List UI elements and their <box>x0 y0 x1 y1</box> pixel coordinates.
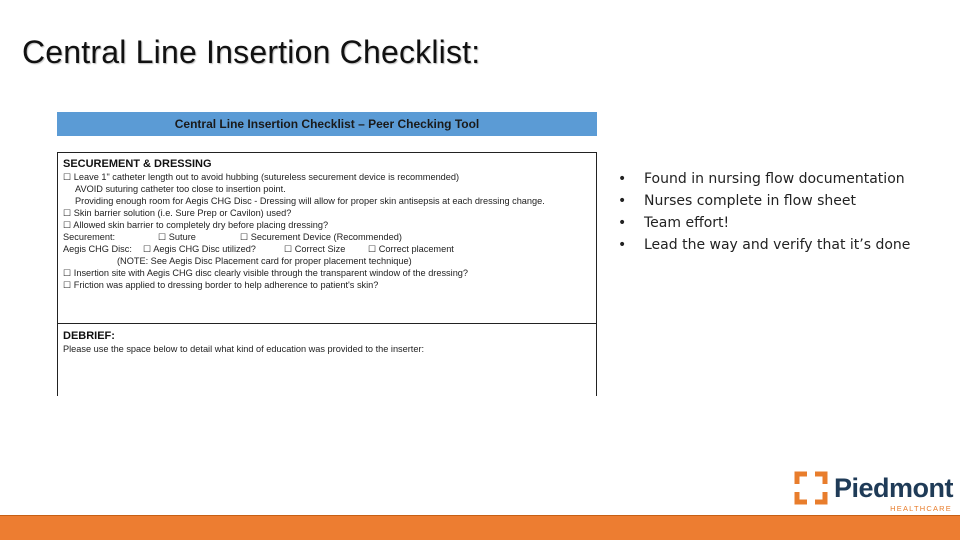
debrief-title: DEBRIEF: <box>63 330 115 342</box>
debrief-text: Please use the space below to detail what kind of education was provided to the inserter: <box>63 344 425 354</box>
bullet-dot-icon: • <box>618 237 627 253</box>
bullet-item <box>618 212 948 234</box>
section-divider <box>58 323 596 324</box>
bullet-dot-icon: • <box>618 171 627 187</box>
bullet-text: Team effort! <box>644 215 730 231</box>
bullet-dot-icon: • <box>618 215 627 231</box>
logo-wordmark: Piedmont <box>834 473 954 503</box>
checklist-line: AVOID suturing catheter too close to insertion point. <box>75 184 286 194</box>
footer-bar <box>0 515 960 540</box>
securement-label: Securement: <box>63 232 116 242</box>
correct-size-option: ☐ Correct Size <box>284 244 346 254</box>
checklist-line: ☐ Skin barrier solution (i.e. Sure Prep or Cavilon) used? <box>63 208 292 218</box>
placement-note: (NOTE: See Aegis Disc Placement card for proper placement technique) <box>117 256 412 266</box>
checklist-line: ☐ Leave 1" catheter length out to avoid hubbing (sutureless securement device is recommended) <box>63 172 460 182</box>
checklist-line: ☐ Allowed skin barrier to completely dry before placing dressing? <box>63 220 329 230</box>
bullet-text: Found in nursing flow documentation <box>644 171 905 187</box>
checklist-line: Providing enough room for Aegis CHG Disc - Dressing will allow for proper skin antisepsis at each dressing change. <box>75 196 545 206</box>
piedmont-mark-icon <box>794 471 828 505</box>
bullet-text: Lead the way and verify that it’s done <box>644 237 911 253</box>
bullet-item <box>618 190 948 212</box>
suture-option: ☐ Suture <box>158 232 196 242</box>
aegis-options-row <box>63 243 592 255</box>
debrief-section <box>63 330 592 355</box>
bullet-dot-icon: • <box>618 193 627 209</box>
bullet-item <box>618 168 948 190</box>
bullet-text: Nurses complete in flow sheet <box>644 193 856 209</box>
checklist-header: Central Line Insertion Checklist – Peer Checking Tool <box>57 112 597 136</box>
securement-options-row <box>63 231 592 243</box>
checklist-document <box>57 112 597 396</box>
slide-title: Central Line Insertion Checklist: <box>22 34 481 70</box>
checklist-body <box>57 152 597 396</box>
logo-subtitle: HEALTHCARE <box>890 504 952 513</box>
aegis-utilized-option: ☐ Aegis CHG Disc utilized? <box>143 244 256 254</box>
aegis-label: Aegis CHG Disc: <box>63 244 132 254</box>
securement-section <box>63 158 592 291</box>
checklist-line: ☐ Friction was applied to dressing border to help adherence to patient's skin? <box>63 280 379 290</box>
checklist-line: ☐ Insertion site with Aegis CHG disc clearly visible through the transparent window of the dressing? <box>63 268 469 278</box>
securement-title: SECUREMENT & DRESSING <box>63 158 212 170</box>
bullet-item <box>618 234 948 256</box>
piedmont-logo <box>794 471 954 515</box>
bullet-list <box>618 168 948 256</box>
securement-device-option: ☐ Securement Device (Recommended) <box>240 232 402 242</box>
correct-placement-option: ☐ Correct placement <box>368 244 454 254</box>
